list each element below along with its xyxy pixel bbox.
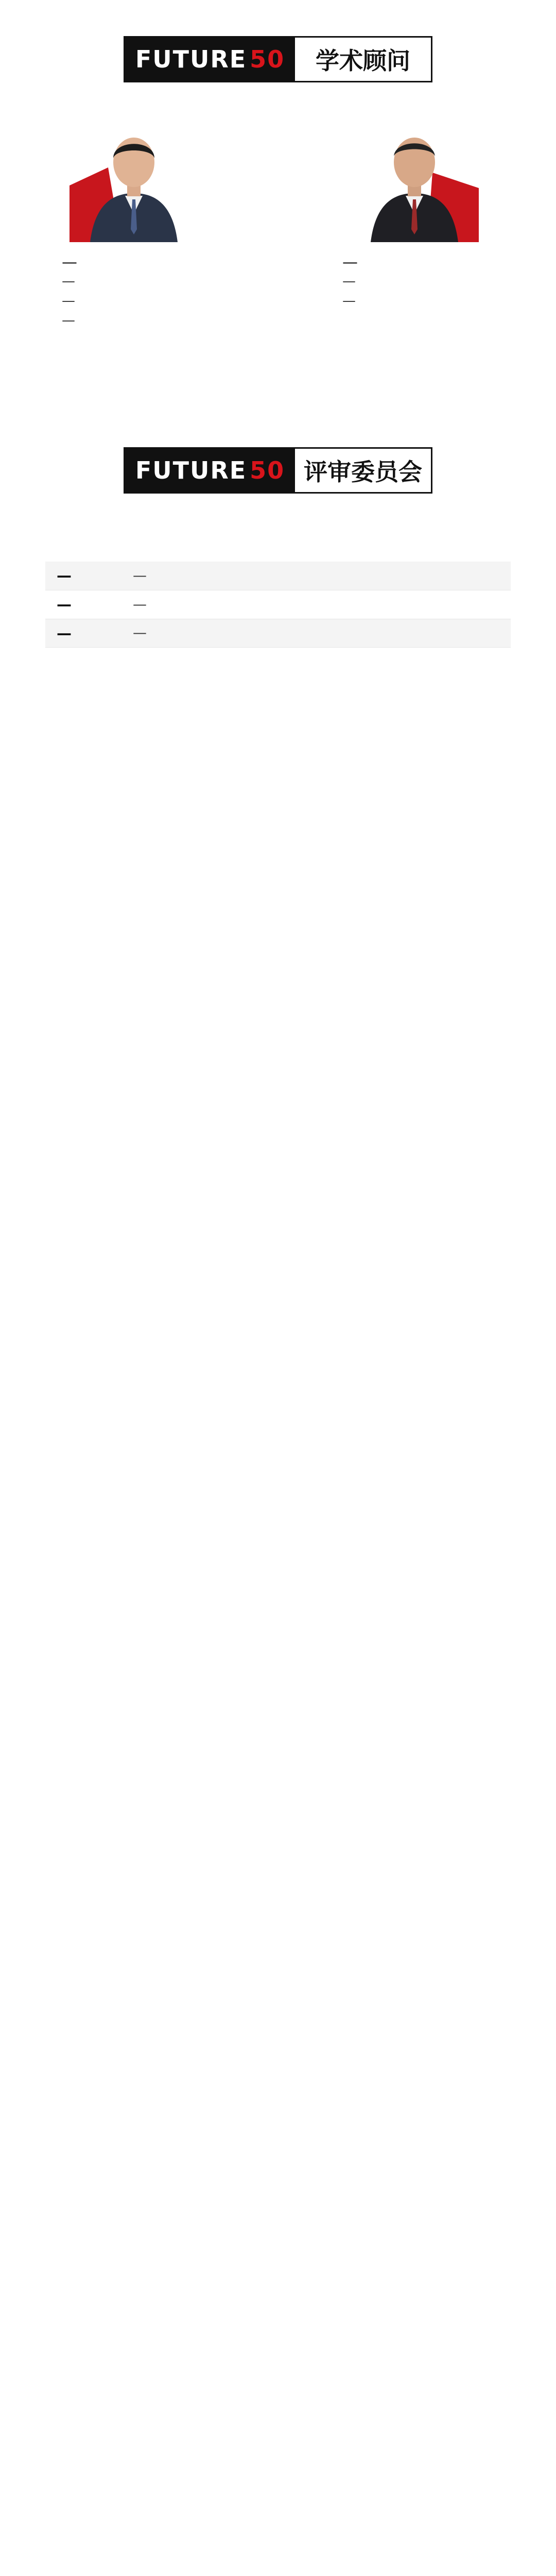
advisor-portrait [70,111,198,242]
advisor-portrait-image [70,111,198,242]
advisor-name: — [342,253,358,272]
advisor-card [337,111,492,311]
logo-number: 50 [250,456,285,484]
advisor-affiliation: — [62,274,75,289]
advisor-position: — [62,293,75,309]
committee-section-title: 评审委员会 [295,449,431,492]
advisor-portrait [350,111,479,242]
advisor-chair: — [62,313,75,328]
logo-word: FUTURE [135,456,247,484]
logo-number: 50 [250,45,285,73]
committee-row [45,590,511,619]
committee-row [45,619,511,648]
member-name: — [57,567,72,585]
advisors-section-header [124,36,432,82]
committee-row [45,562,511,590]
member-title: — [133,567,147,584]
future50-logo [125,449,295,492]
advisor-position: — [342,293,356,309]
committee-list [45,562,511,648]
advisor-card [57,111,211,330]
member-title: — [133,625,147,641]
future50-logo [125,38,295,81]
advisor-name: — [62,253,77,272]
member-title: — [133,596,147,613]
logo-word: FUTURE [135,45,247,73]
committee-section-header [124,447,432,494]
advisors-section-title: 学术顾问 [295,38,431,81]
advisor-affiliation: — [342,274,356,289]
member-name: — [57,596,72,614]
member-name: — [57,624,72,642]
advisor-portrait-image [350,111,479,242]
